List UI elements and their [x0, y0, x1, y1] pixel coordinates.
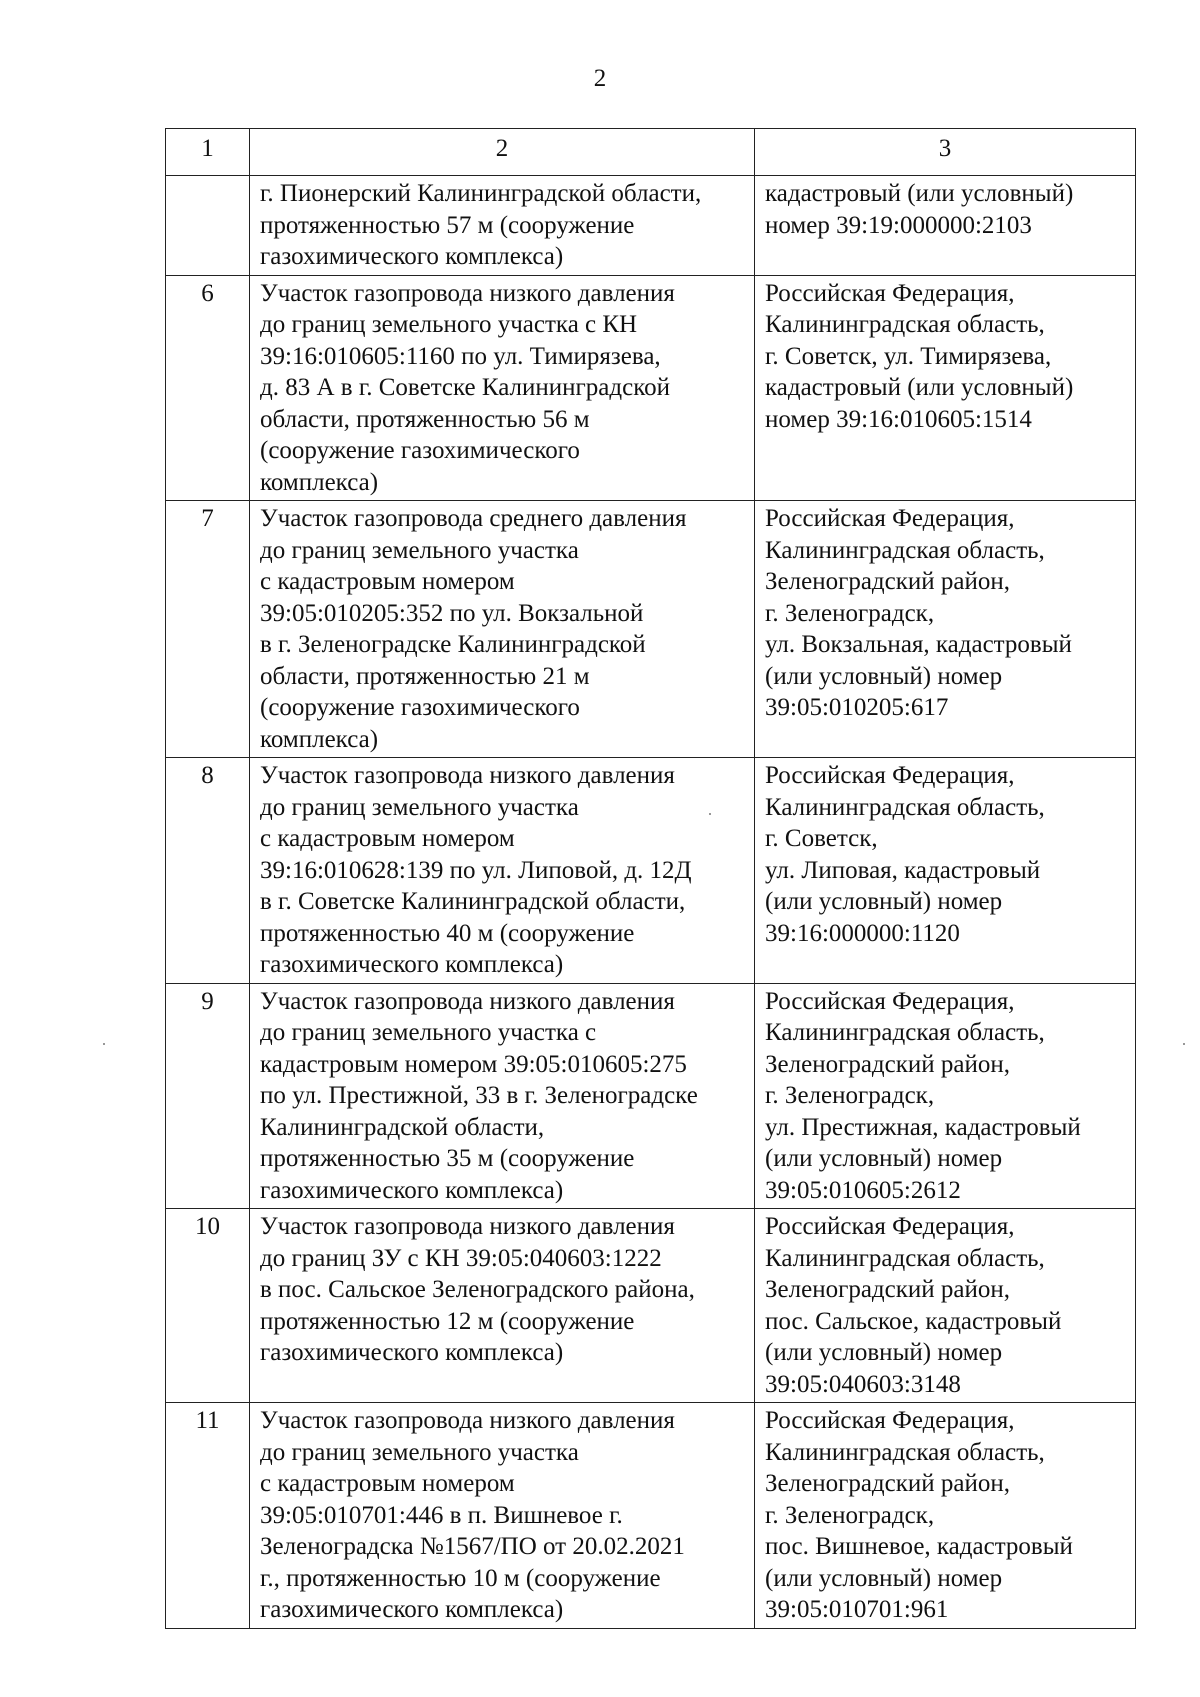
- description-line: Калининградской области,: [260, 1113, 545, 1141]
- address-line: г. Советск, ул. Тимирязева,: [765, 342, 1052, 370]
- description-line: газохимического комплекса): [260, 1596, 564, 1623]
- description-line: до границ земельного участка с КН: [260, 311, 638, 338]
- address-line: (или условный) номер: [765, 888, 1003, 915]
- row-number: 6: [166, 275, 250, 501]
- row-number: 11: [166, 1403, 250, 1629]
- row-number: 7: [166, 501, 250, 758]
- description-line: газохимического комплекса): [260, 1339, 564, 1366]
- object-description: [250, 501, 755, 758]
- description-line: до границ земельного участка: [260, 536, 579, 564]
- description-line: в пос. Сальское Зеленоградского района,: [260, 1276, 695, 1303]
- address-line: номер 39:16:010605:1514: [765, 405, 1032, 433]
- description-line: по ул. Престижной, 33 в г. Зеленоградске: [260, 1082, 698, 1109]
- description-line: Участок газопровода низкого давления: [260, 1213, 675, 1240]
- address-line: Калининградская область,: [765, 536, 1045, 564]
- row-number: 10: [166, 1209, 250, 1403]
- description-line: протяженностью 12 м (сооружение: [260, 1307, 635, 1335]
- address-line: Зеленоградский район,: [765, 568, 1010, 595]
- address-line: г. Зеленоградск,: [765, 599, 935, 627]
- description-line: с кадастровым номером: [260, 825, 515, 852]
- object-description: [250, 1209, 755, 1403]
- row-number: [166, 176, 250, 276]
- object-description: [250, 176, 755, 276]
- description-line: 39:16:010628:139 по ул. Липовой, д. 12Д: [260, 856, 692, 884]
- description-line: протяженностью 40 м (сооружение: [260, 919, 635, 947]
- table-row: [166, 176, 1136, 276]
- description-line: г., протяженностью 10 м (сооружение: [260, 1564, 661, 1592]
- description-line: в г. Зеленоградске Калининградской: [260, 631, 646, 658]
- table-row: [166, 1403, 1136, 1629]
- description-line: комплекса): [260, 468, 379, 496]
- address-line: г. Советск,: [765, 825, 878, 852]
- address-line: Калининградская область,: [765, 793, 1045, 821]
- address-line: номер 39:19:000000:2103: [765, 211, 1032, 239]
- description-line: Участок газопровода среднего давления: [260, 505, 687, 532]
- address-line: (или условный) номер: [765, 1339, 1003, 1366]
- scan-speck: [103, 1043, 105, 1045]
- row-number: 8: [166, 758, 250, 984]
- description-line: Участок газопровода низкого давления: [260, 987, 675, 1015]
- address-line: 39:05:010205:617: [765, 694, 949, 721]
- address-line: 39:05:010701:961: [765, 1596, 949, 1623]
- table-row: [166, 983, 1136, 1209]
- object-description: [250, 1403, 755, 1629]
- table-row: [166, 1209, 1136, 1403]
- address-line: (или условный) номер: [765, 662, 1003, 690]
- description-line: (сооружение газохимического: [260, 437, 580, 464]
- description-line: Участок газопровода низкого давления: [260, 279, 675, 307]
- description-line: с кадастровым номером: [260, 568, 515, 595]
- table-header-row: [166, 129, 1136, 176]
- scan-speck: [1183, 1043, 1185, 1045]
- page-number: 2: [593, 65, 607, 92]
- object-description: [250, 758, 755, 984]
- description-line: кадастровым номером 39:05:010605:275: [260, 1050, 687, 1078]
- table-row: [166, 275, 1136, 501]
- description-line: газохимического комплекса): [260, 243, 564, 270]
- table-body: [166, 176, 1136, 1629]
- address-line: Зеленоградский район,: [765, 1276, 1010, 1303]
- property-table: [165, 128, 1136, 1629]
- column-header-2: 2: [250, 129, 755, 176]
- address-line: 39:05:010605:2612: [765, 1176, 961, 1204]
- description-line: 39:16:010605:1160 по ул. Тимирязева,: [260, 342, 661, 370]
- description-line: Зеленоградска №1567/ПО от 20.02.2021: [260, 1533, 685, 1560]
- address-line: пос. Вишневое, кадастровый: [765, 1533, 1073, 1560]
- object-address: [755, 758, 1136, 984]
- table-header: [166, 129, 1136, 176]
- description-line: протяженностью 35 м (сооружение: [260, 1145, 635, 1172]
- address-line: 39:16:000000:1120: [765, 919, 960, 947]
- table-row: [166, 758, 1136, 984]
- description-line: Участок газопровода низкого давления: [260, 762, 675, 789]
- description-line: области, протяженностью 56 м: [260, 405, 590, 433]
- address-line: Зеленоградский район,: [765, 1470, 1010, 1497]
- description-line: протяженностью 57 м (сооружение: [260, 211, 635, 239]
- address-line: Российская Федерация,: [765, 1407, 1015, 1434]
- address-line: 39:05:040603:3148: [765, 1370, 961, 1398]
- address-line: Российская Федерация,: [765, 987, 1015, 1015]
- address-line: Российская Федерация,: [765, 762, 1015, 789]
- address-line: ул. Престижная, кадастровый: [765, 1113, 1081, 1141]
- address-line: Российская Федерация,: [765, 505, 1015, 532]
- description-line: (сооружение газохимического: [260, 694, 580, 721]
- description-line: газохимического комплекса): [260, 951, 564, 978]
- address-line: ул. Вокзальная, кадастровый: [765, 631, 1072, 658]
- description-line: Участок газопровода низкого давления: [260, 1407, 675, 1434]
- description-line: до границ земельного участка: [260, 793, 579, 821]
- address-line: кадастровый (или условный): [765, 374, 1074, 401]
- address-line: Калининградская область,: [765, 311, 1045, 338]
- description-line: 39:05:010701:446 в п. Вишневое г.: [260, 1501, 623, 1529]
- object-address: [755, 1403, 1136, 1629]
- address-line: Калининградская область,: [765, 1438, 1045, 1466]
- address-line: г. Зеленоградск,: [765, 1501, 935, 1529]
- description-line: 39:05:010205:352 по ул. Вокзальной: [260, 599, 644, 627]
- object-description: [250, 983, 755, 1209]
- description-line: д. 83 А в г. Советске Калининградской: [260, 374, 670, 401]
- description-line: до границ ЗУ с КН 39:05:040603:1222: [260, 1244, 662, 1272]
- address-line: Калининградская область,: [765, 1244, 1045, 1272]
- description-line: с кадастровым номером: [260, 1470, 515, 1497]
- address-line: пос. Сальское, кадастровый: [765, 1307, 1062, 1335]
- description-line: области, протяженностью 21 м: [260, 662, 590, 690]
- address-line: Российская Федерация,: [765, 1213, 1015, 1240]
- object-description: [250, 275, 755, 501]
- object-address: [755, 983, 1136, 1209]
- address-line: ул. Липовая, кадастровый: [765, 856, 1041, 884]
- column-header-3: 3: [755, 129, 1136, 176]
- address-line: г. Зеленоградск,: [765, 1082, 935, 1109]
- address-line: Зеленоградский район,: [765, 1050, 1010, 1078]
- description-line: г. Пионерский Калининградской области,: [260, 180, 702, 207]
- object-address: [755, 176, 1136, 276]
- object-address: [755, 275, 1136, 501]
- description-line: в г. Советске Калининградской области,: [260, 888, 686, 915]
- address-line: (или условный) номер: [765, 1564, 1003, 1592]
- address-line: (или условный) номер: [765, 1145, 1003, 1172]
- address-line: Российская Федерация,: [765, 279, 1015, 307]
- column-header-1: 1: [166, 129, 250, 176]
- description-line: до границ земельного участка: [260, 1438, 579, 1466]
- description-line: комплекса): [260, 725, 379, 753]
- row-number: 9: [166, 983, 250, 1209]
- table-row: [166, 501, 1136, 758]
- address-line: Калининградская область,: [765, 1019, 1045, 1046]
- scan-speck: [709, 813, 711, 815]
- address-line: кадастровый (или условный): [765, 180, 1074, 207]
- object-address: [755, 1209, 1136, 1403]
- description-line: до границ земельного участка с: [260, 1019, 597, 1046]
- description-line: газохимического комплекса): [260, 1176, 564, 1204]
- object-address: [755, 501, 1136, 758]
